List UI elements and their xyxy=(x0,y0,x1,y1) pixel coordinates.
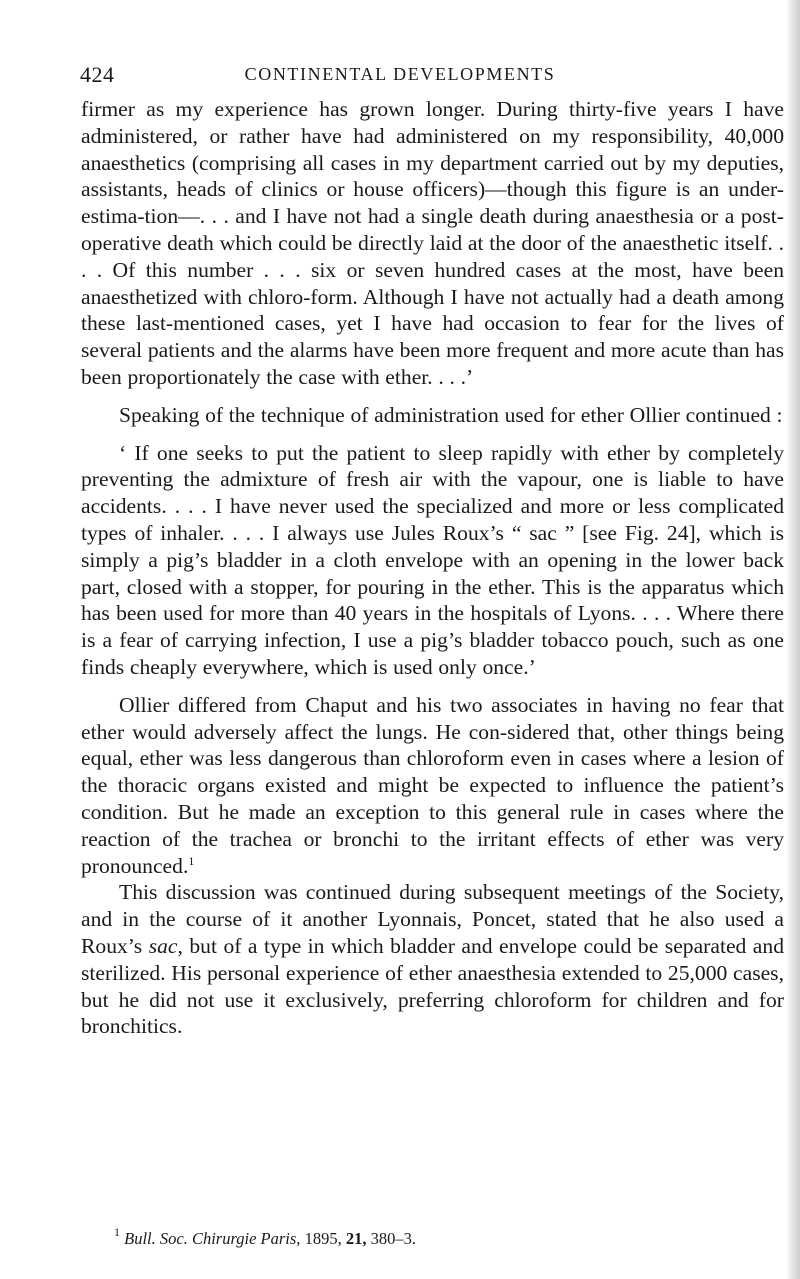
paragraph-ollier-quote: ‘ If one seeks to put the patient to sleep rapidly with ether by completely preventing the admixture of fresh air with the vapour, one is liable to have accidents. . . . I have never used the specialized and more or less complicated types of inhaler. . . . I always use Jules Roux’s “ sac ” [see Fig. 24], which is simply a pig’s bladder in a cloth envelope with an opening in the lower back part, closed with a stopper, for pouring in the ether. This is the apparatus which has been used for more than 40 years in the hospitals of Lyons. . . . Where there is a fear of carrying infection, I use a pig’s bladder tobacco pouch, such as one finds cheaply everywhere, which is used only once.’ xyxy=(81,440,784,679)
paragraph-poncet-text-after: , but of a type in which bladder and envelope could be separated and sterilized. His personal experience of ether anaesthesia extended to 25,000 cases, but he did not use it exclusively, preferring chloroform for children and for bronchitics. xyxy=(81,933,784,1039)
footnote-volume: 21, xyxy=(345,1229,367,1248)
paragraph-quote-continuation: firmer as my experience has grown longer. During thirty-five years I have administered, or rather have had administered on my responsibility, 40,000 anaesthetics (comprising all cases in my department carried out by my deputies, assistants, heads of clinics or house officers)—though this figure is an under-estima-tion—. . . and I have not had a single death during anaesthesia or a post-operative death which could be directly laid at the door of the anaesthetic itself. . . . Of this number . . . six or seven hundred cases at the most, have been anaesthetized with chloro-form. Although I have not actually had a death among these last-mentioned cases, yet I have had occasion to fear for the lives of several patients and the alarms have been more frequent and more acute than has been proportionately the case with ether. . . .’ xyxy=(81,97,784,389)
footnote xyxy=(114,1225,754,1250)
footnote-year: 1895, xyxy=(304,1229,342,1248)
paragraph-technique-intro: Speaking of the technique of administration used for ether Ollier continued : xyxy=(119,402,783,427)
paragraph-poncet xyxy=(81,879,784,1040)
paragraph-ollier-differed xyxy=(81,692,784,880)
footnote-marker: 1 xyxy=(114,1225,120,1239)
footnote-pages: 380–3. xyxy=(370,1229,416,1248)
paragraph-poncet-italic-sac: sac xyxy=(148,933,178,958)
footnote-source: Bull. Soc. Chirurgie Paris, xyxy=(124,1229,301,1248)
paragraph-ollier-differed-text: Ollier differed from Chaput and his two associates in having no fear that ether would adversely affect the lungs. He con-sidered that, other things being equal, ether was less dangerous than chloroform even in cases where a lesion of the thoracic organs existed and might be expected to influence the patient’s condition. But he made an exception to this general rule in cases where the reaction of the trachea or bronchi to the irritant effects of ether was very pronounced. xyxy=(81,692,784,878)
footnote-reference: 1 xyxy=(188,853,195,868)
body-text xyxy=(81,96,784,1040)
page-header xyxy=(80,62,720,92)
running-head: CONTINENTAL DEVELOPMENTS xyxy=(244,64,556,84)
page-number: 424 xyxy=(80,62,115,87)
page-edge-shadow xyxy=(786,0,800,1279)
paragraph-poncet-text-before: This discussion was continued during subsequent meetings of the Society, and in the course of it another Lyonnais, Poncet, stated that he also used a Roux’s xyxy=(81,880,784,958)
